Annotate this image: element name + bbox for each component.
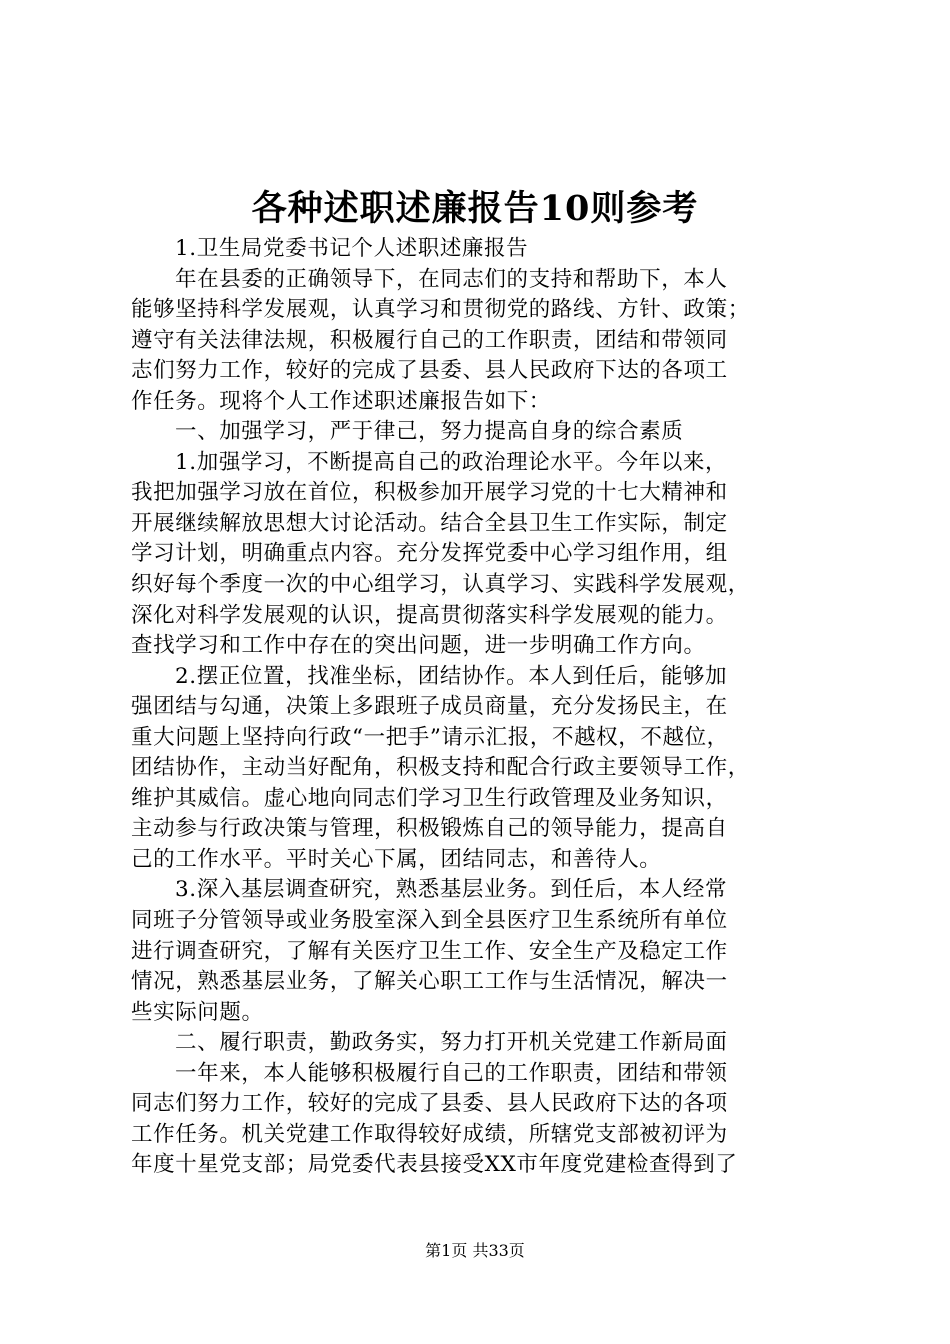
text-line: 强团结与勾通，决策上多跟班子成员商量，充分发扬民主，在 (131, 694, 728, 720)
text-line: 开展继续解放思想大讨论活动。结合全县卫生工作实际，制定 (131, 510, 728, 536)
text-line: 1.加强学习，不断提高自己的政治理论水平。今年以来， (175, 449, 728, 475)
text-line: 2.摆正位置，找准坐标，团结协作。本人到任后，能够加 (175, 663, 728, 689)
text-line: 工作任务。机关党建工作取得较好成绩，所辖党支部被初评为 (131, 1121, 728, 1147)
text-line: 同班子分管领导或业务股室深入到全县医疗卫生系统所有单位 (131, 908, 728, 934)
text-line: 一年来，本人能够积极履行自己的工作职责，团结和带领 (175, 1060, 728, 1086)
page-footer: 第1页 共33页 (425, 1241, 525, 1260)
text-line: 二、履行职责，勤政务实，努力打开机关党建工作新局面 (175, 1030, 728, 1056)
text-line: 主动参与行政决策与管理，积极锻炼自己的领导能力，提高自 (131, 816, 728, 842)
text-line: 3.深入基层调查研究，熟悉基层业务。到任后，本人经常 (175, 877, 728, 903)
text-line: 学习计划，明确重点内容。充分发挥党委中心学习组作用，组 (131, 541, 728, 567)
text-line: 年度十星党支部；局党委代表县接受XX市年度党建检查得到了 (131, 1152, 738, 1178)
text-line: 能够坚持科学发展观，认真学习和贯彻党的路线、方针、政策； (131, 297, 750, 323)
text-line: 深化对科学发展观的认识，提高贯彻落实科学发展观的能力。 (131, 602, 728, 628)
text-line: 己的工作水平。平时关心下属，团结同志，和善待人。 (131, 846, 662, 872)
text-line: 同志们努力工作，较好的完成了县委、县人民政府下达的各项 (131, 1091, 728, 1117)
text-line: 织好每个季度一次的中心组学习，认真学习、实践科学发展观， (131, 572, 750, 598)
text-line: 查找学习和工作中存在的突出问题，进一步明确工作方向。 (131, 633, 706, 659)
document-title: 各种述职述廉报告10则参考 (251, 188, 699, 229)
text-line: 遵守有关法律法规，积极履行自己的工作职责，团结和带领同 (131, 327, 728, 353)
text-line: 些实际问题。 (131, 999, 264, 1025)
text-line: 一、加强学习，严于律己，努力提高自身的综合素质 (175, 419, 684, 445)
text-line: 维护其威信。虚心地向同志们学习卫生行政管理及业务知识， (131, 785, 728, 811)
text-line: 情况，熟悉基层业务，了解关心职工工作与生活情况，解决一 (131, 969, 728, 995)
text-line: 1.卫生局党委书记个人述职述廉报告 (175, 236, 529, 261)
document-body (131, 234, 831, 1181)
text-line: 进行调查研究，了解有关医疗卫生工作、安全生产及稳定工作 (131, 938, 728, 964)
text-line: 作任务。现将个人工作述职述廉报告如下： (131, 388, 551, 414)
text-line: 重大问题上坚持向行政“一把手”请示汇报，不越权，不越位， (131, 724, 729, 750)
text-line: 团结协作，主动当好配角，积极支持和配合行政主要领导工作， (131, 755, 750, 781)
text-line: 我把加强学习放在首位，积极参加开展学习党的十七大精神和 (131, 480, 728, 506)
text-line: 志们努力工作，较好的完成了县委、县人民政府下达的各项工 (131, 358, 728, 384)
text-line: 年在县委的正确领导下，在同志们的支持和帮助下，本人 (175, 266, 728, 292)
